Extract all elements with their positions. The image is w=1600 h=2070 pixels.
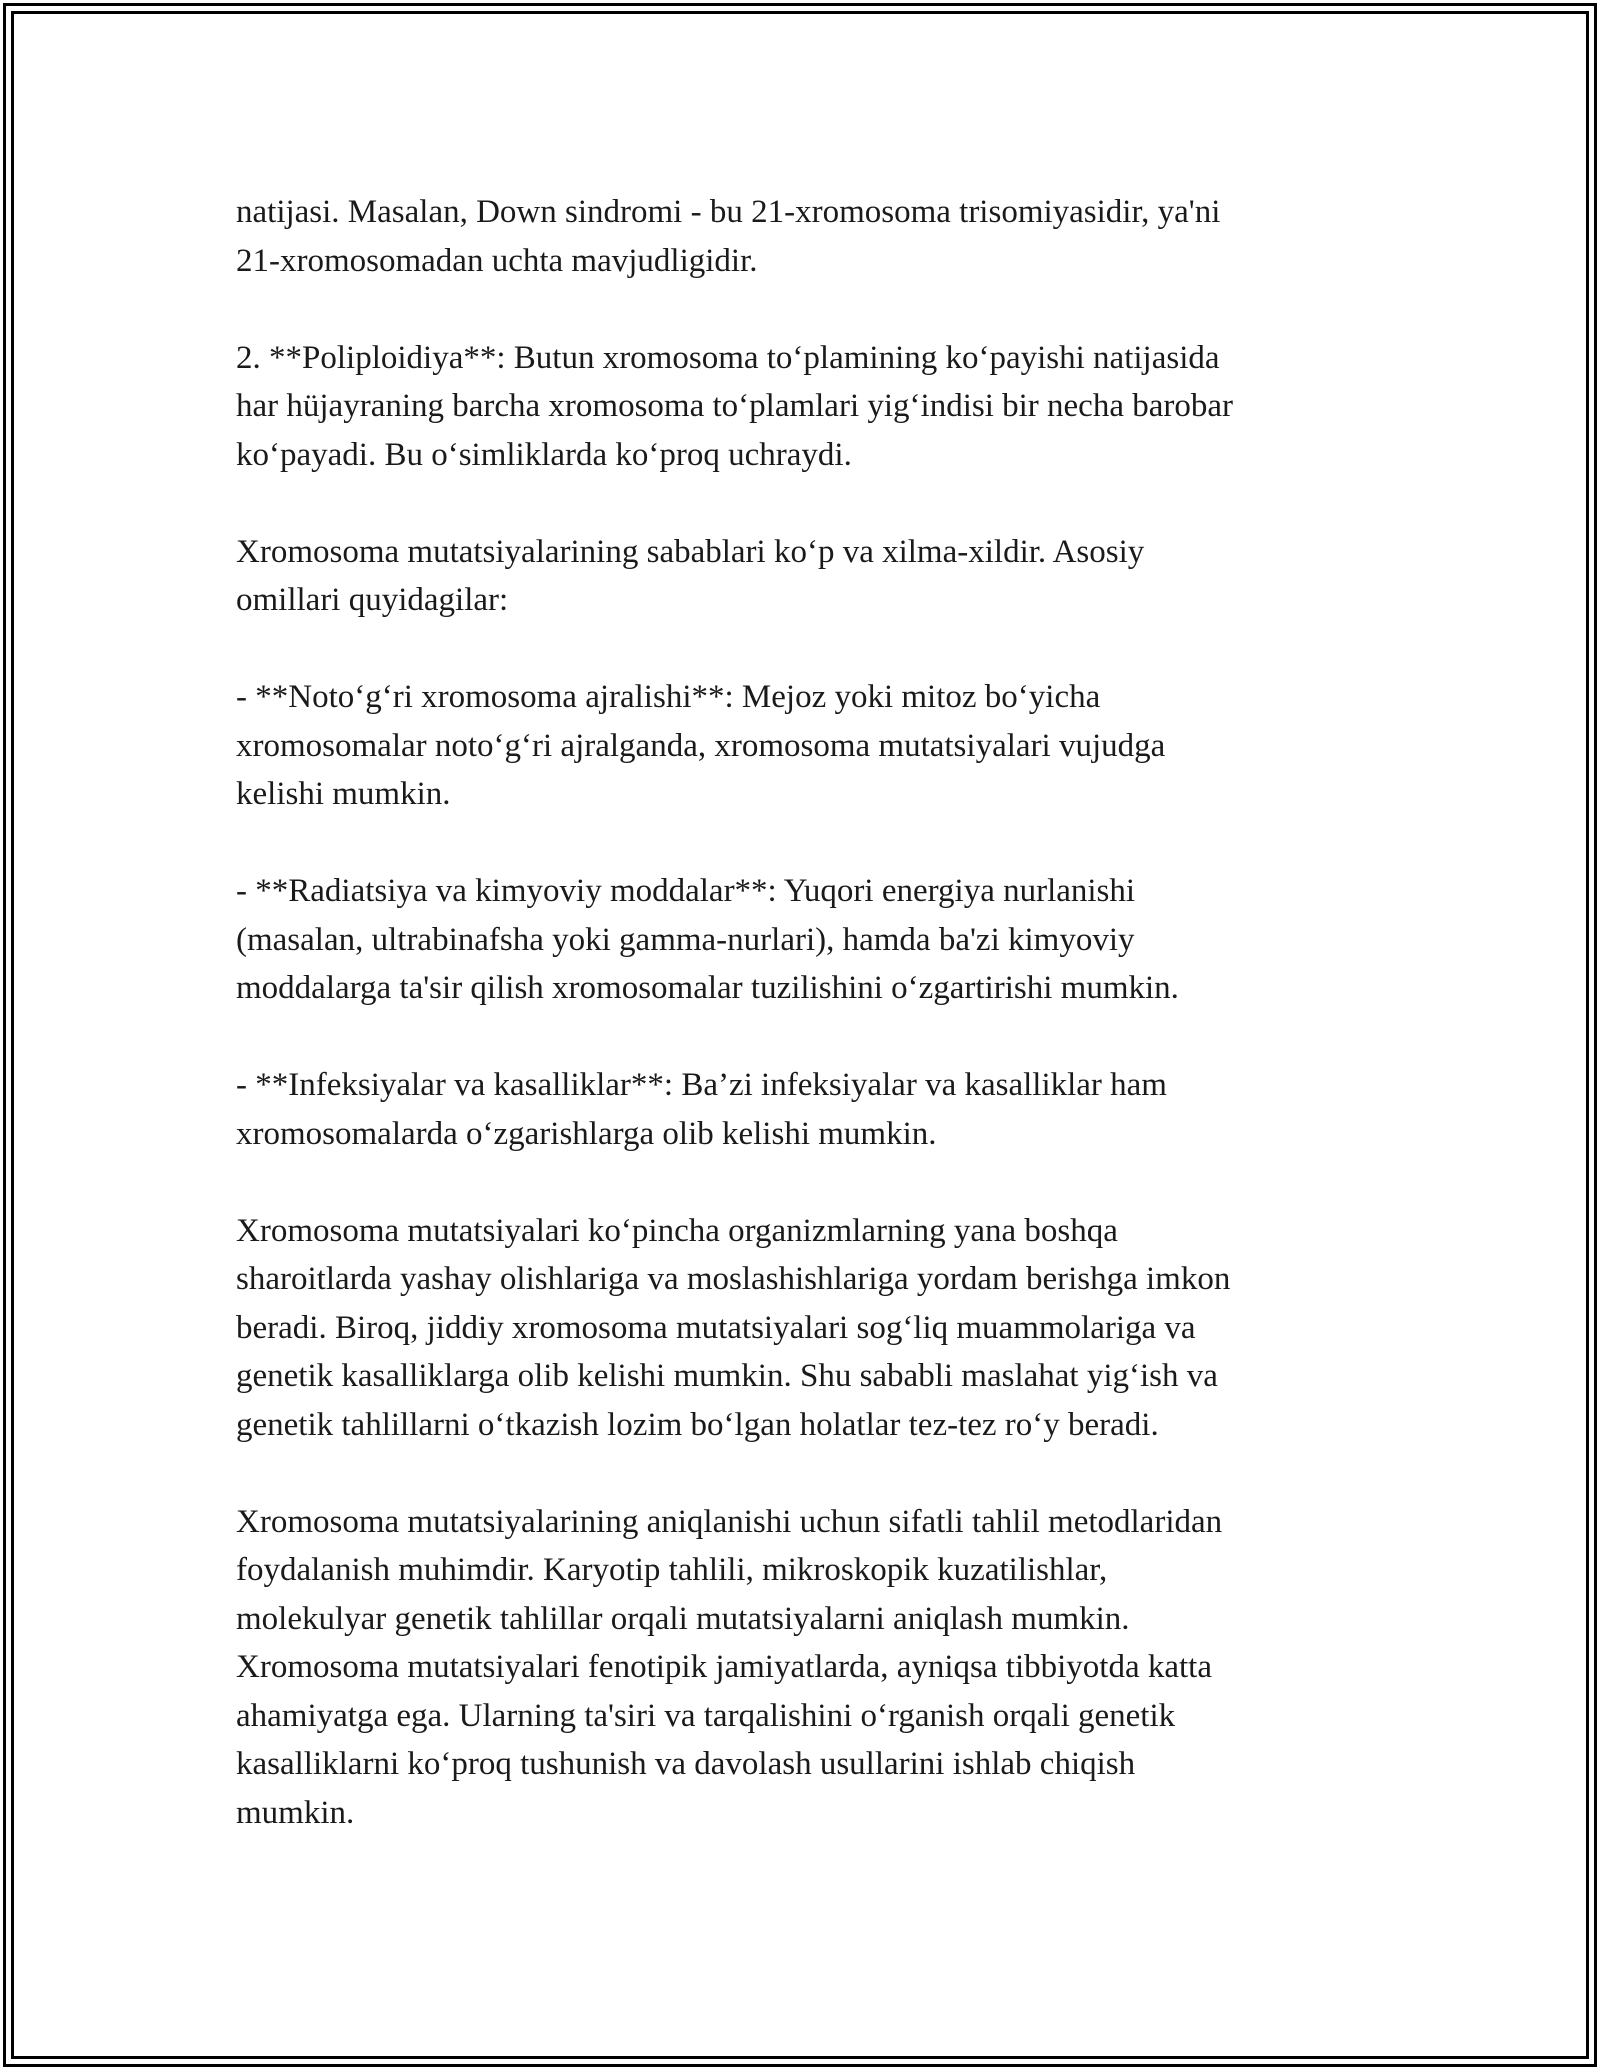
- text-line: ahamiyatga ega. Ularning ta'siri va tarqalishini o‘rganish orqali genetik: [236, 1697, 1176, 1734]
- text-line: kelishi mumkin.: [236, 776, 451, 812]
- text-line: genetik kasalliklarga olib kelishi mumkin. Shu sababli maslahat yig‘ish va: [236, 1358, 1218, 1394]
- text-line: molekulyar genetik tahlillar orqali mutatsiyalarni aniqlash mumkin.: [236, 1600, 1130, 1637]
- paragraph-cause-radiation: [236, 867, 1356, 1013]
- text-line: sharoitlarda yashay olishlariga va moslashishlariga yordam berishga imkon: [236, 1261, 1231, 1297]
- paragraph-consequences: [236, 1207, 1356, 1450]
- text-line: kasalliklarni ko‘proq tushunish va davolash usullarini ishlab chiqish: [236, 1746, 1136, 1782]
- text-line: Xromosoma mutatsiyalari ko‘pincha organizmlarning yana boshqa: [236, 1212, 1118, 1249]
- text-line: Xromosoma mutatsiyalarining aniqlanishi uchun sifatli tahlil metodlaridan: [236, 1503, 1223, 1540]
- paragraph-cause-segregation: [236, 673, 1356, 819]
- text-line: xromosomalar noto‘g‘ri ajralganda, xromosoma mutatsiyalari vujudga: [236, 727, 1166, 764]
- text-line: 2. **Poliploidiya**: Butun xromosoma to‘plamining ko‘payishi natijasida: [236, 339, 1220, 376]
- text-line: - **Radiatsiya va kimyoviy moddalar**: Yuqori energiya nurlanishi: [236, 873, 1136, 909]
- text-line: har hüjayraning barcha xromosoma to‘plamlari yig‘indisi bir necha barobar: [236, 388, 1233, 424]
- text-line: xromosomalarda o‘zgarishlarga olib kelishi mumkin.: [236, 1115, 937, 1152]
- paragraph-trisomy-example: [236, 188, 1356, 285]
- text-line: foydalanish muhimdir. Karyotip tahlili, mikroskopik kuzatilishlar,: [236, 1552, 1108, 1588]
- text-line: moddalarga ta'sir qilish xromosomalar tuzilishini o‘zgartirishi mumkin.: [236, 970, 1179, 1006]
- paragraph-polyploidy: [236, 334, 1356, 480]
- text-line: ko‘payadi. Bu o‘simliklarda ko‘proq uchraydi.: [236, 436, 852, 473]
- text-line: Xromosoma mutatsiyalari fenotipik jamiyatlarda, ayniqsa tibbiyotda katta: [236, 1649, 1212, 1685]
- text-line: - **Infeksiyalar va kasalliklar**: Ba’zi infeksiyalar va kasalliklar ham: [236, 1067, 1167, 1103]
- paragraph-causes-intro: [236, 528, 1356, 625]
- paragraph-cause-infections: [236, 1061, 1356, 1158]
- text-line: (masalan, ultrabinafsha yoki gamma-nurlari), hamda ba'zi kimyoviy: [236, 921, 1135, 958]
- text-line: natijasi. Masalan, Down sindromi - bu 21-xromosoma trisomiyasidir, ya'ni: [236, 194, 1221, 230]
- document-body: [236, 188, 1356, 1837]
- text-line: beradi. Biroq, jiddiy xromosoma mutatsiyalari sog‘liq muammolariga va: [236, 1309, 1196, 1346]
- text-line: - **Noto‘g‘ri xromosoma ajralishi**: Mejoz yoki mitoz bo‘yicha: [236, 679, 1101, 715]
- text-line: genetik tahlillarni o‘tkazish lozim bo‘lgan holatlar tez-tez ro‘y beradi.: [236, 1406, 1159, 1443]
- text-line: mumkin.: [236, 1794, 355, 1831]
- text-line: omillari quyidagilar:: [236, 582, 509, 618]
- text-line: 21-xromosomadan uchta mavjudligidir.: [236, 242, 758, 279]
- paragraph-detection-methods: [236, 1498, 1356, 1838]
- text-line: Xromosoma mutatsiyalarining sabablari ko‘p va xilma-xildir. Asosiy: [236, 533, 1145, 570]
